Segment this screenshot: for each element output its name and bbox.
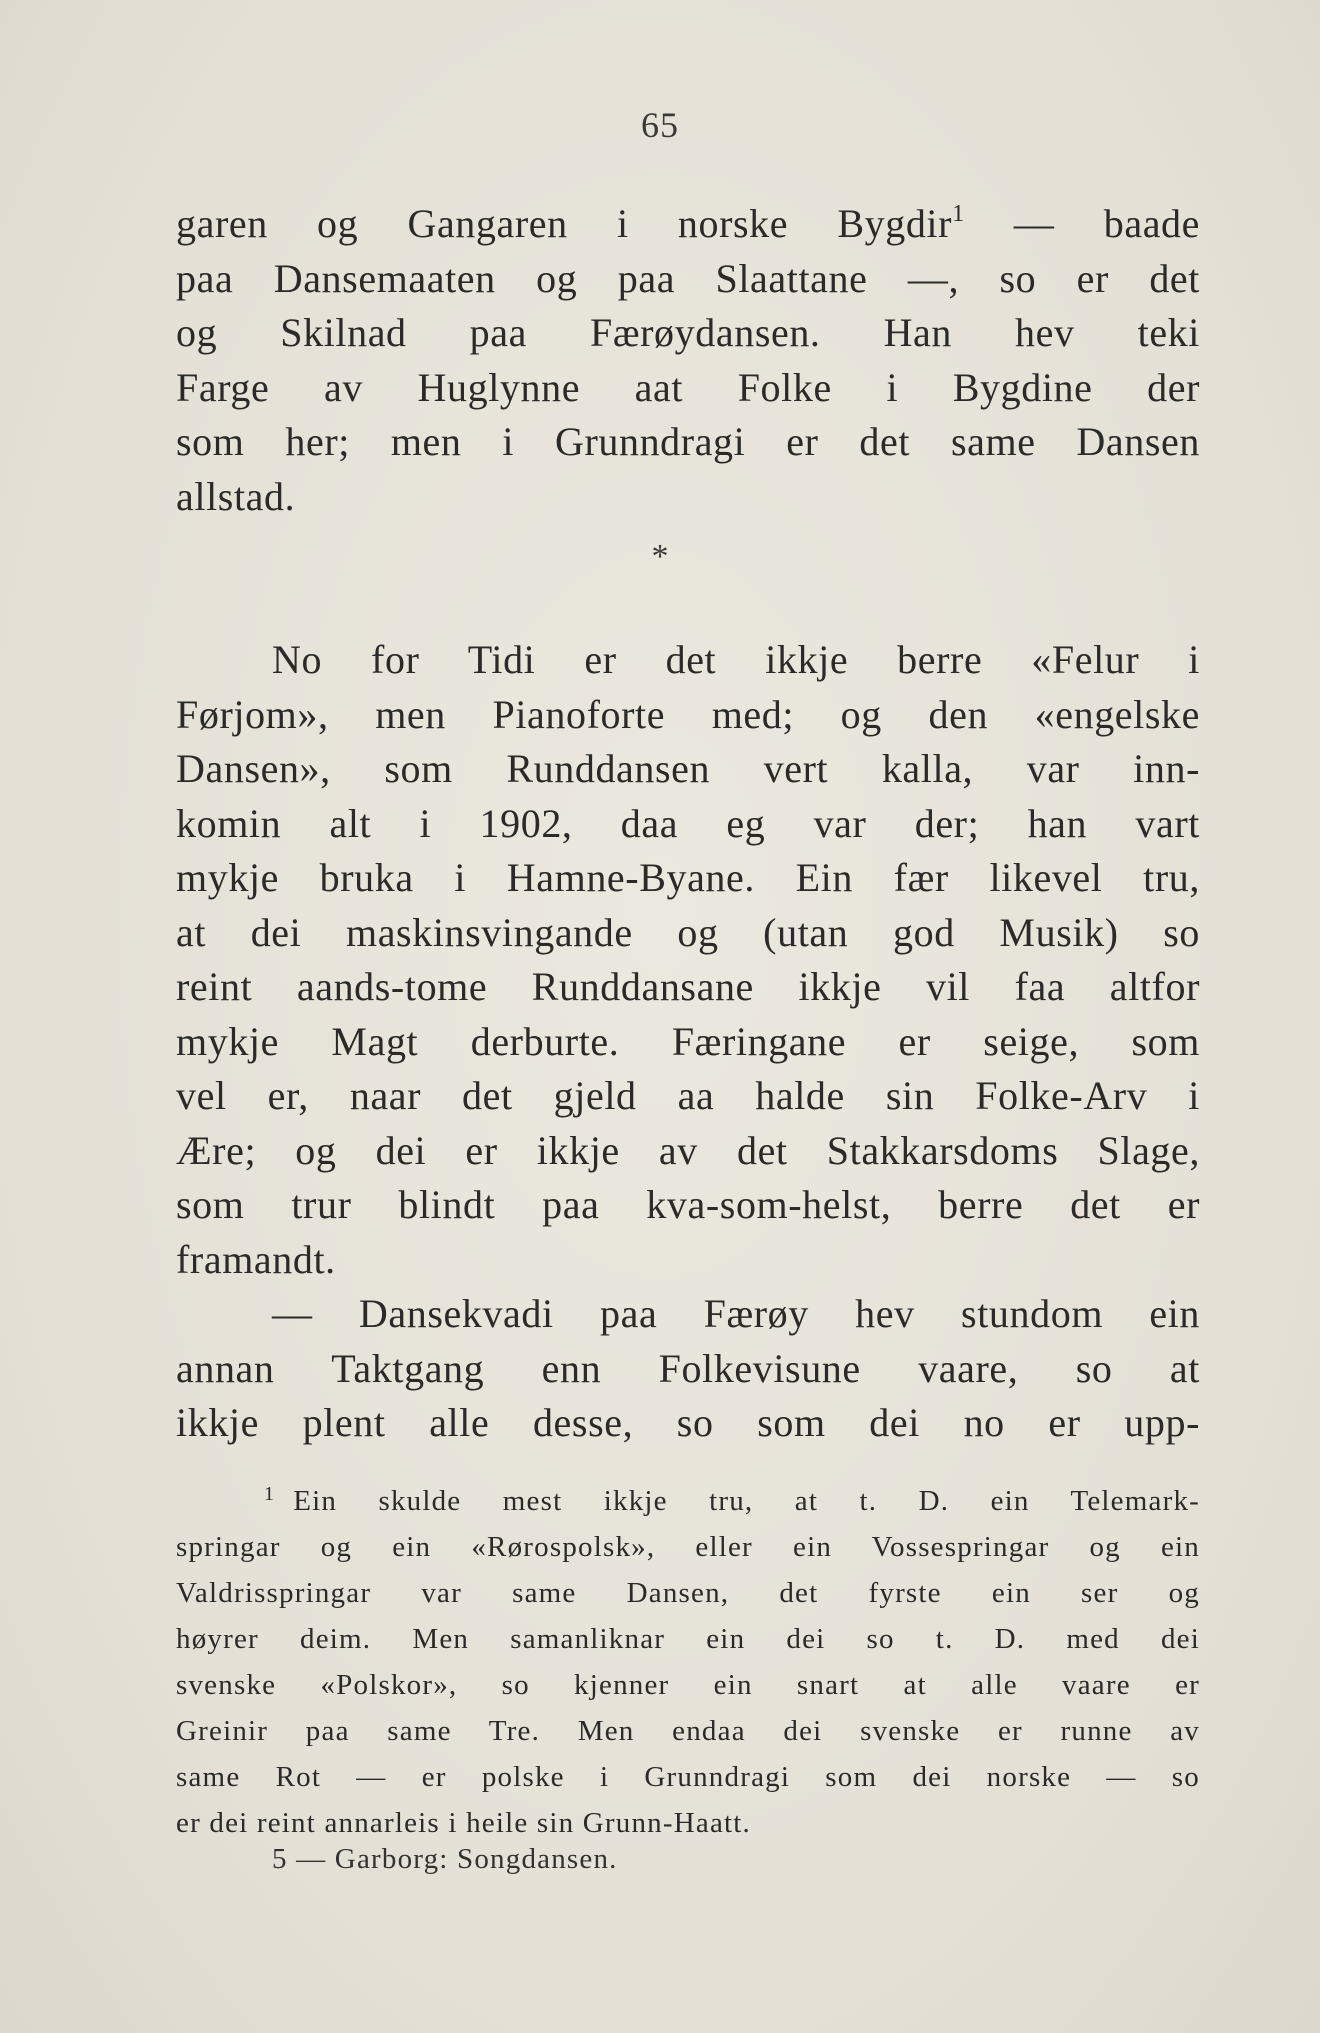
section-separator: * <box>651 538 669 575</box>
paragraph-2 <box>176 633 1200 1287</box>
text-line: som her; men i Grunndragi er det same Dansen <box>176 419 1200 464</box>
text-line: reint aands-tome Runddansane ikkje vil faa altfor <box>176 964 1200 1009</box>
text-line: at dei maskinsvingande og (utan god Musik) so <box>176 909 1200 955</box>
text-line: annan Taktgang enn Folkevisune vaare, so at <box>176 1345 1200 1391</box>
footnote-line: Greinir paa same Tre. Men endaa dei svenske er runne av <box>176 1715 1200 1747</box>
text-line: mykje bruka i Hamne-Byane. Ein fær likevel tru, <box>176 855 1200 900</box>
text-line: mykje Magt derburte. Færingane er seige, som <box>176 1018 1200 1064</box>
footnote-line: springar og ein «Rørospolsk», eller ein Vossespringar og ein <box>176 1531 1200 1563</box>
footnote-line: svenske «Polskor», so kjenner ein snart at alle vaare er <box>176 1669 1200 1701</box>
footnote-reference: 1 <box>952 201 965 227</box>
footnote-line: er dei reint annarleis i heile sin Grunn-Haatt. <box>176 1807 751 1839</box>
footnote-line: høyrer deim. Men samanliknar ein dei so t. D. med dei <box>176 1623 1200 1655</box>
footnote-line: $^1$ Ein skulde mest ikkje tru, at t. D. ein Telemark- <box>264 1483 1200 1517</box>
text-line: garen og Gangaren i norske Bygdir$^1$ — baade <box>176 201 1201 246</box>
page-number: 65 <box>641 105 679 145</box>
footnote <box>176 1478 1200 1846</box>
text-line: paa Dansemaaten og paa Slaattane —, so er det <box>176 255 1200 301</box>
text-line: — Dansekvadi paa Færøy hev stundom ein <box>272 1291 1200 1336</box>
footnote-marker: 1 <box>264 1483 276 1505</box>
footnote-line: Valdrisspringar var same Dansen, det fyrste ein ser og <box>176 1577 1200 1609</box>
text-line: Farge av Huglynne aat Folke i Bygdine der <box>176 364 1200 410</box>
text-line: Dansen», som Runddansen vert kalla, var inn- <box>176 746 1200 791</box>
text-line: Ære; og dei er ikkje av det Stakkarsdoms Slage, <box>176 1127 1200 1173</box>
paragraph-3 <box>176 1287 1200 1451</box>
paragraph-1 <box>176 197 1200 524</box>
signature-line: 5 — Garborg: Songdansen. <box>272 1843 618 1875</box>
text-line: vel er, naar det gjeld aa halde sin Folke-Arv i <box>176 1073 1200 1118</box>
footnote-line: same Rot — er polske i Grunndragi som dei norske — so <box>176 1761 1200 1793</box>
text-line: og Skilnad paa Færøydansen. Han hev teki <box>176 310 1200 355</box>
text-line: allstad. <box>176 473 296 519</box>
text-line: framandt. <box>176 1236 336 1282</box>
text-line: komin alt i 1902, daa eg var der; han vart <box>176 800 1200 846</box>
text-line: Førjom», men Pianoforte med; og den «engelske <box>176 691 1200 737</box>
text-line: ikkje plent alle desse, so som dei no er upp- <box>176 1400 1200 1445</box>
text-line: som trur blindt paa kva-som-helst, berre det er <box>176 1182 1200 1227</box>
text-line: No for Tidi er det ikkje berre «Felur i <box>272 637 1200 682</box>
